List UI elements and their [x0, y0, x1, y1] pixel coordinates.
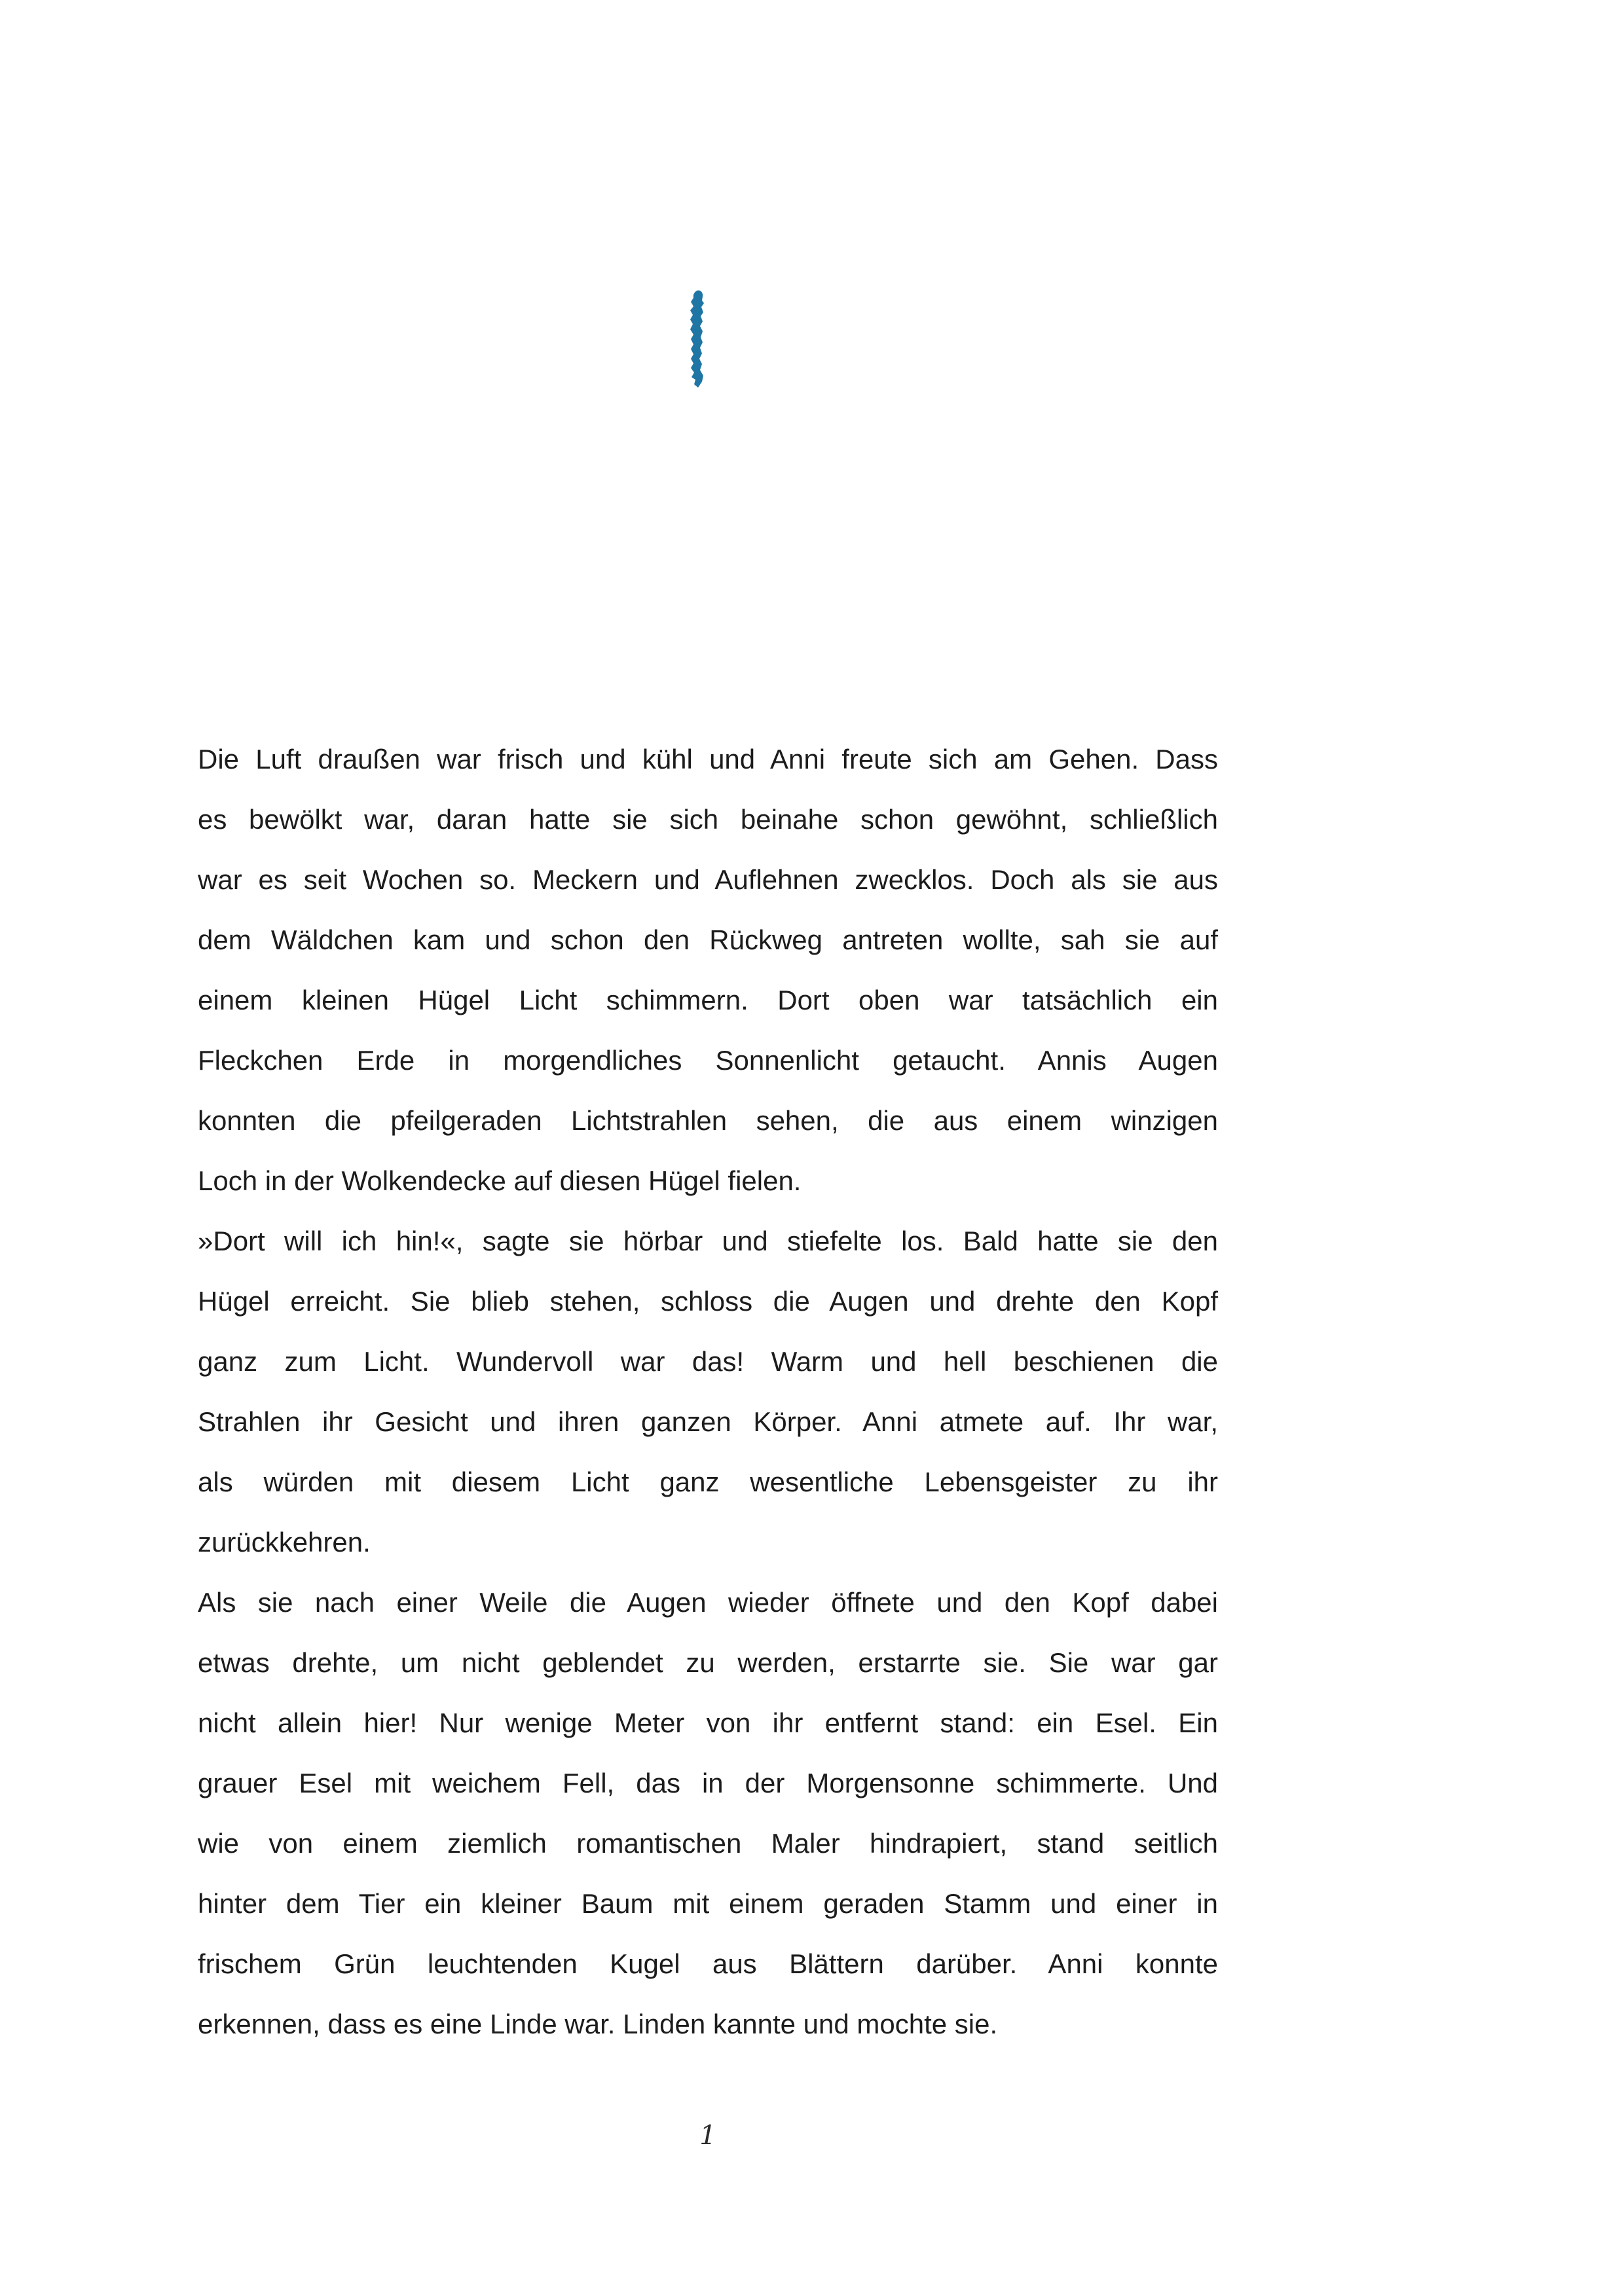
chapter-number — [685, 289, 707, 389]
page-number: 1 — [699, 2121, 716, 2151]
body-text — [198, 729, 1218, 2054]
text-line: Hügel erreicht. Sie blieb stehen, schloss die Augen und drehte den Kopf — [198, 1286, 1218, 1317]
text-line: einem kleinen Hügel Licht schimmern. Dort oben war tatsächlich ein — [198, 985, 1218, 1015]
text-line: zurückkehren. — [198, 1527, 371, 1558]
text-line: Loch in der Wolkendecke auf diesen Hügel fielen. — [198, 1165, 802, 1196]
text-line: dem Wäldchen kam und schon den Rückweg antreten wollte, sah sie auf — [198, 924, 1218, 955]
text-line: grauer Esel mit weichem Fell, das in der Morgensonne schimmerte. Und — [198, 1768, 1218, 1798]
text-line: hinter dem Tier ein kleiner Baum mit einem geraden Stamm und einer in — [198, 1888, 1218, 1919]
text-line: Die Luft draußen war frisch und kühl und Anni freute sich am Gehen. Dass — [198, 744, 1218, 774]
text-line: Strahlen ihr Gesicht und ihren ganzen Körper. Anni atmete auf. Ihr war, — [198, 1406, 1218, 1437]
text-line: war es seit Wochen so. Meckern und Auflehnen zwecklos. Doch als sie aus — [198, 864, 1218, 895]
text-line: »Dort will ich hin!«, sagte sie hörbar und stiefelte los. Bald hatte sie den — [198, 1226, 1218, 1256]
text-line: Fleckchen Erde in morgendliches Sonnenlicht getaucht. Annis Augen — [198, 1045, 1218, 1076]
text-line: frischem Grün leuchtenden Kugel aus Blättern darüber. Anni konnte — [198, 1948, 1218, 1979]
text-line: konnten die pfeilgeraden Lichtstrahlen sehen, die aus einem winzigen — [198, 1105, 1218, 1136]
text-line: ganz zum Licht. Wundervoll war das! Warm und hell beschienen die — [198, 1346, 1218, 1377]
text-line: nicht allein hier! Nur wenige Meter von ihr entfernt stand: ein Esel. Ein — [198, 1707, 1218, 1738]
text-line: Als sie nach einer Weile die Augen wieder öffnete und den Kopf dabei — [198, 1587, 1218, 1618]
text-line: erkennen, dass es eine Linde war. Linden kannte und mochte sie. — [198, 2009, 998, 2039]
chapter-number-brush-stroke-icon — [685, 289, 707, 389]
text-line: als würden mit diesem Licht ganz wesentliche Lebensgeister zu ihr — [198, 1467, 1218, 1497]
text-line: wie von einem ziemlich romantischen Maler hindrapiert, stand seitlich — [198, 1828, 1218, 1859]
text-line: etwas drehte, um nicht geblendet zu werden, erstarrte sie. Sie war gar — [198, 1647, 1218, 1678]
text-line: es bewölkt war, daran hatte sie sich beinahe schon gewöhnt, schließlich — [198, 804, 1218, 835]
